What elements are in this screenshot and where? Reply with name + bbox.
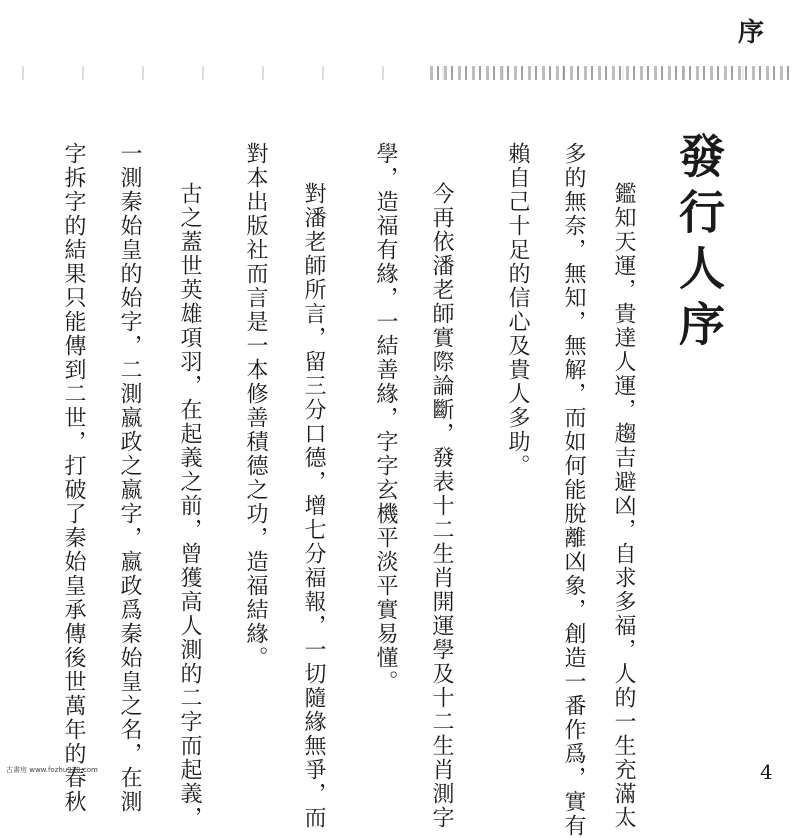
text-column-2: 多的無奈，無知，無解，而如何能脫離凶象，創造一番作爲，實有 bbox=[561, 142, 586, 838]
text-column-10: 字拆字的結果只能傳到二世，打破了秦始皇承傳後世萬年的春秋 bbox=[61, 142, 86, 814]
footer-source-watermark: 古書房 www.fozhu920.com bbox=[6, 766, 98, 774]
text-column-9: 一測秦始皇的始字，二測嬴政之嬴字，嬴政爲秦始皇之名，在測 bbox=[117, 142, 142, 814]
text-column-4: 今再依潘老師實際論斷，發表十二生肖開運學及十二生肖測字 bbox=[429, 182, 454, 830]
text-column-6: 對潘老師所言，留三分口德，增七分福報，一切隨緣無爭，而 bbox=[301, 182, 326, 830]
scan-noise-band bbox=[0, 66, 793, 80]
text-column-5: 學，造福有緣，一結善緣，字字玄機平淡平實易懂。 bbox=[373, 142, 398, 694]
page-number: 4 bbox=[760, 760, 773, 784]
text-column-1: 鑑知天運，貴達人運，趨吉避凶，自求多福，人的一生充滿太 bbox=[611, 182, 636, 830]
text-column-3: 賴自己十足的信心及貴人多助。 bbox=[505, 142, 530, 478]
text-column-8: 古之蓋世英雄項羽，在起義之前，曾獲高人測的二字而起義， bbox=[177, 182, 202, 830]
section-title: 發行人序 bbox=[672, 132, 726, 356]
text-column-7: 對本出版社而言是一本修善積德之功，造福結緣。 bbox=[243, 142, 268, 670]
header-section-mark: 序 bbox=[738, 18, 765, 48]
